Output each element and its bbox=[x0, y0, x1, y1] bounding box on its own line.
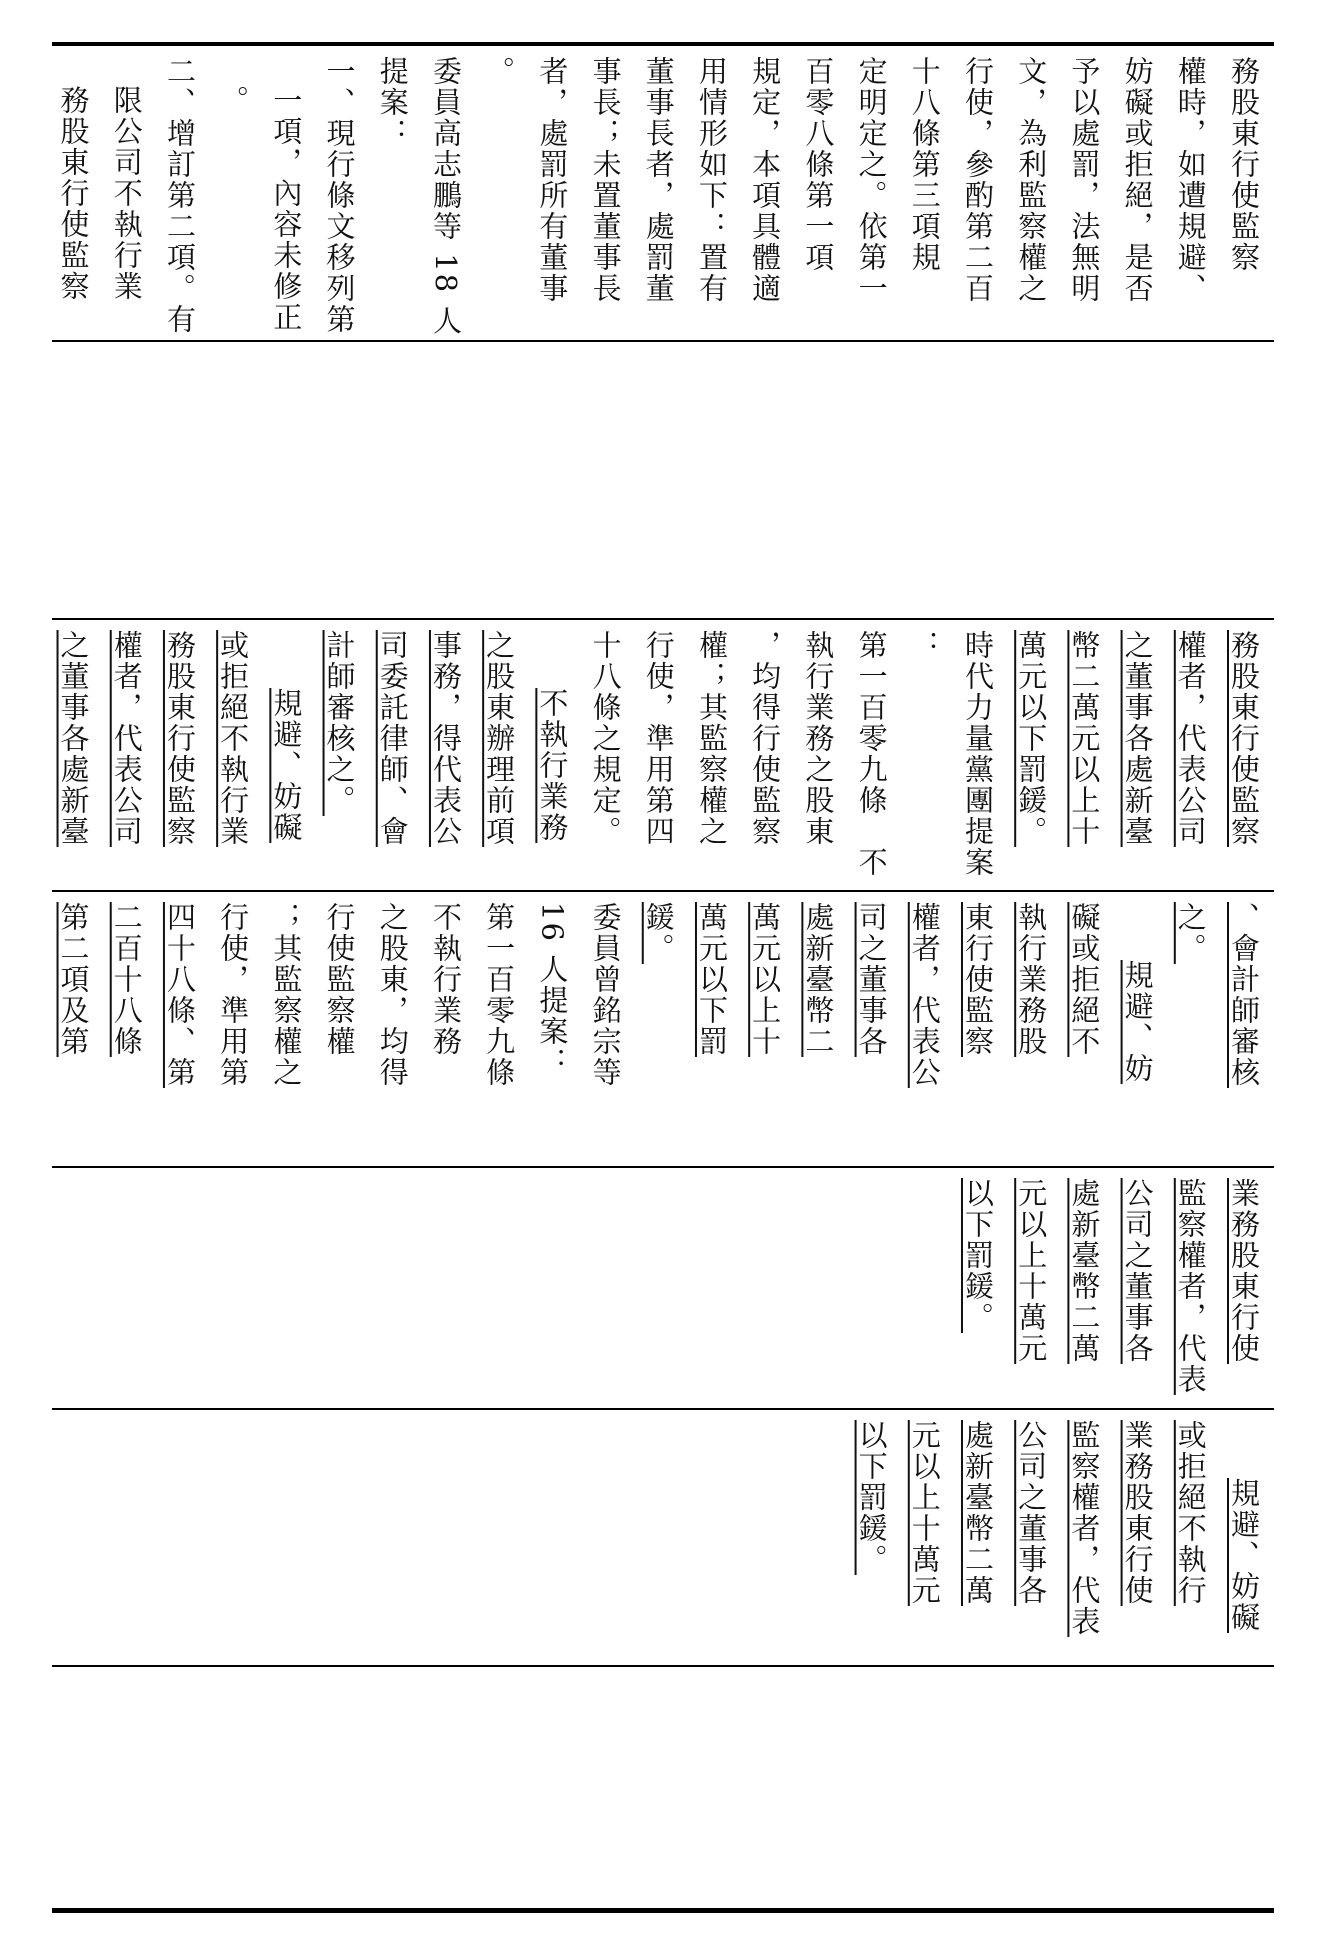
explanation-line: 文，為利監察權之 bbox=[1014, 56, 1049, 304]
explanation-line: 十八條第三項規 bbox=[907, 56, 942, 273]
amended-text-line: 元以上十萬元 bbox=[907, 1420, 942, 1606]
article-text-line: 十八條之規定。 bbox=[588, 630, 623, 847]
amended-text-line: 處新臺幣二萬 bbox=[1067, 1178, 1102, 1364]
article-text-line: 行使監察權 bbox=[322, 902, 357, 1057]
amended-text-line: 礙或拒絕不 bbox=[1067, 902, 1102, 1057]
explanation-line: 。 bbox=[216, 85, 251, 116]
explanation-line: 。 bbox=[482, 56, 517, 87]
amended-text-line: 第二項及第 bbox=[56, 902, 91, 1057]
article-text-line: 不執行業務 bbox=[428, 902, 463, 1057]
amended-text-line: 規避、妨礙 bbox=[1227, 1478, 1261, 1633]
explanation-line: 務股東行使監察 bbox=[1227, 56, 1261, 273]
article-text-line: 第一百零九條 bbox=[482, 902, 517, 1088]
article-text-line: 行使，準用第四 bbox=[641, 630, 676, 847]
article-heading: 第一百零九條 不 bbox=[854, 630, 889, 878]
explanation-line: 百零八條第一項 bbox=[801, 56, 836, 273]
amended-text-line: 或拒絕不執行業 bbox=[216, 630, 251, 847]
explanation-line: 妨礙或拒絕，是否 bbox=[1120, 56, 1155, 304]
article-text-line: 執行業務之股東 bbox=[801, 630, 836, 847]
amended-text-line: 監察權者，代表 bbox=[1067, 1420, 1102, 1637]
amended-text-line: 以下罰鍰。 bbox=[960, 1178, 995, 1333]
explanation-line: 提案： bbox=[375, 56, 410, 149]
explanation-line: 行使，參酌第二百 bbox=[960, 56, 995, 304]
article-text-line: 之股東，均得 bbox=[375, 902, 410, 1088]
proposer-label: 時代力量黨團提案 bbox=[960, 630, 995, 878]
amended-text-line: 、會計師審核 bbox=[1227, 902, 1261, 1088]
amended-text-line: 以下罰鍰。 bbox=[854, 1420, 889, 1575]
amended-text-line: 二百十八條 bbox=[109, 902, 144, 1057]
amended-text-line: 權者，代表公 bbox=[907, 902, 942, 1088]
explanation-line: 規定，本項具體適 bbox=[748, 56, 783, 304]
proposal-cell-npp bbox=[56, 620, 1270, 890]
amended-text-line: 業務股東行使 bbox=[1120, 1420, 1155, 1606]
amended-text-line: 萬元以下罰 bbox=[694, 902, 729, 1057]
explanation-line: 者，處罰所有董事 bbox=[535, 56, 570, 304]
amended-text-line: 規避、妨 bbox=[1120, 960, 1155, 1084]
amended-text-line: 事務，得代表公 bbox=[428, 630, 463, 847]
explanation-line: 權時，如遭規避、 bbox=[1173, 56, 1208, 304]
explanation-line: 董事長者，處罰董 bbox=[641, 56, 676, 304]
amended-text-line: 權者，代表公司 bbox=[1173, 630, 1208, 847]
explanation-cell bbox=[56, 46, 1270, 340]
amended-text-line: 不執行業務 bbox=[535, 688, 570, 843]
article-text-line: ；其監察權之 bbox=[269, 902, 304, 1088]
explanation-line: 一、現行條文移列第 bbox=[322, 56, 357, 335]
amended-text-line: 執行業務股 bbox=[1014, 902, 1049, 1057]
amended-text-line: 計師審核之。 bbox=[322, 630, 357, 816]
amended-text-line: 業務股東行使 bbox=[1227, 1178, 1261, 1364]
amended-text-line: 司之董事各 bbox=[854, 902, 889, 1057]
proposer-label: 委員曾銘宗等 bbox=[588, 902, 623, 1088]
proposer-colon: ： bbox=[907, 630, 942, 661]
article-text-line: ，均得行使監察 bbox=[748, 630, 783, 847]
explanation-line: 務股東行使監察 bbox=[56, 85, 91, 302]
amended-text-line: 東行使監察 bbox=[960, 902, 995, 1057]
amended-text-line: 規避、妨礙 bbox=[269, 688, 304, 843]
amended-text-line: 處新臺幣二萬 bbox=[960, 1420, 995, 1606]
explanation-line: 定明定之。依第一 bbox=[854, 56, 889, 304]
amended-text-line: 之。 bbox=[1173, 902, 1208, 964]
amended-text-line: 權者，代表公司 bbox=[109, 630, 144, 847]
amended-text-line: 萬元以下罰鍰。 bbox=[1014, 630, 1049, 847]
amended-text-line: 務股東行使監察 bbox=[162, 630, 197, 847]
explanation-line: 予以處罰，法無明 bbox=[1067, 56, 1102, 304]
explanation-line: 限公司不執行業 bbox=[109, 85, 144, 302]
amended-text-line: 公司之董事各 bbox=[1014, 1420, 1049, 1606]
explanation-line: 委員高志鵬等 18 人 bbox=[428, 56, 463, 337]
proposal-cell-row6 bbox=[60, 1410, 1270, 1665]
explanation-line: 二、增訂第二項。有 bbox=[162, 56, 197, 335]
amended-text-line: 鍰。 bbox=[641, 902, 676, 964]
amended-text-line: 之董事各處新臺 bbox=[1120, 630, 1155, 847]
proposal-cell-row5 bbox=[60, 1168, 1270, 1408]
empty-cell bbox=[60, 342, 1270, 618]
amended-text-line: 公司之董事各 bbox=[1120, 1178, 1155, 1364]
amended-text-line: 務股東行使監察 bbox=[1227, 630, 1261, 847]
table-bottom-rule bbox=[52, 1908, 1274, 1913]
amended-text-line: 司委託律師、會 bbox=[375, 630, 410, 847]
amended-text-line: 之董事各處新臺 bbox=[56, 630, 91, 847]
amended-text-line: 處新臺幣二 bbox=[801, 902, 836, 1057]
explanation-line: 一項，內容未修正 bbox=[269, 85, 304, 333]
article-text-line: 行使，準用第 bbox=[216, 902, 251, 1088]
amended-text-line: 幣二萬元以上十 bbox=[1067, 630, 1102, 847]
amended-text-line: 監察權者，代表 bbox=[1173, 1178, 1208, 1395]
article-text-line: 權；其監察權之 bbox=[694, 630, 729, 847]
amended-text-line: 之股東辦理前項 bbox=[482, 630, 517, 847]
proposal-cell-tseng bbox=[56, 892, 1270, 1166]
explanation-line: 事長；未置董事長 bbox=[588, 56, 623, 304]
proposer-count: 16 人提案： bbox=[535, 902, 570, 1079]
amended-text-line: 萬元以上十 bbox=[748, 902, 783, 1057]
empty-cell bbox=[60, 1667, 1270, 1908]
amended-text-line: 四十八條、第 bbox=[162, 902, 197, 1088]
amended-text-line: 元以上十萬元 bbox=[1014, 1178, 1049, 1364]
amended-text-line: 或拒絕不執行 bbox=[1173, 1420, 1208, 1606]
explanation-line: 用情形如下：置有 bbox=[694, 56, 729, 304]
